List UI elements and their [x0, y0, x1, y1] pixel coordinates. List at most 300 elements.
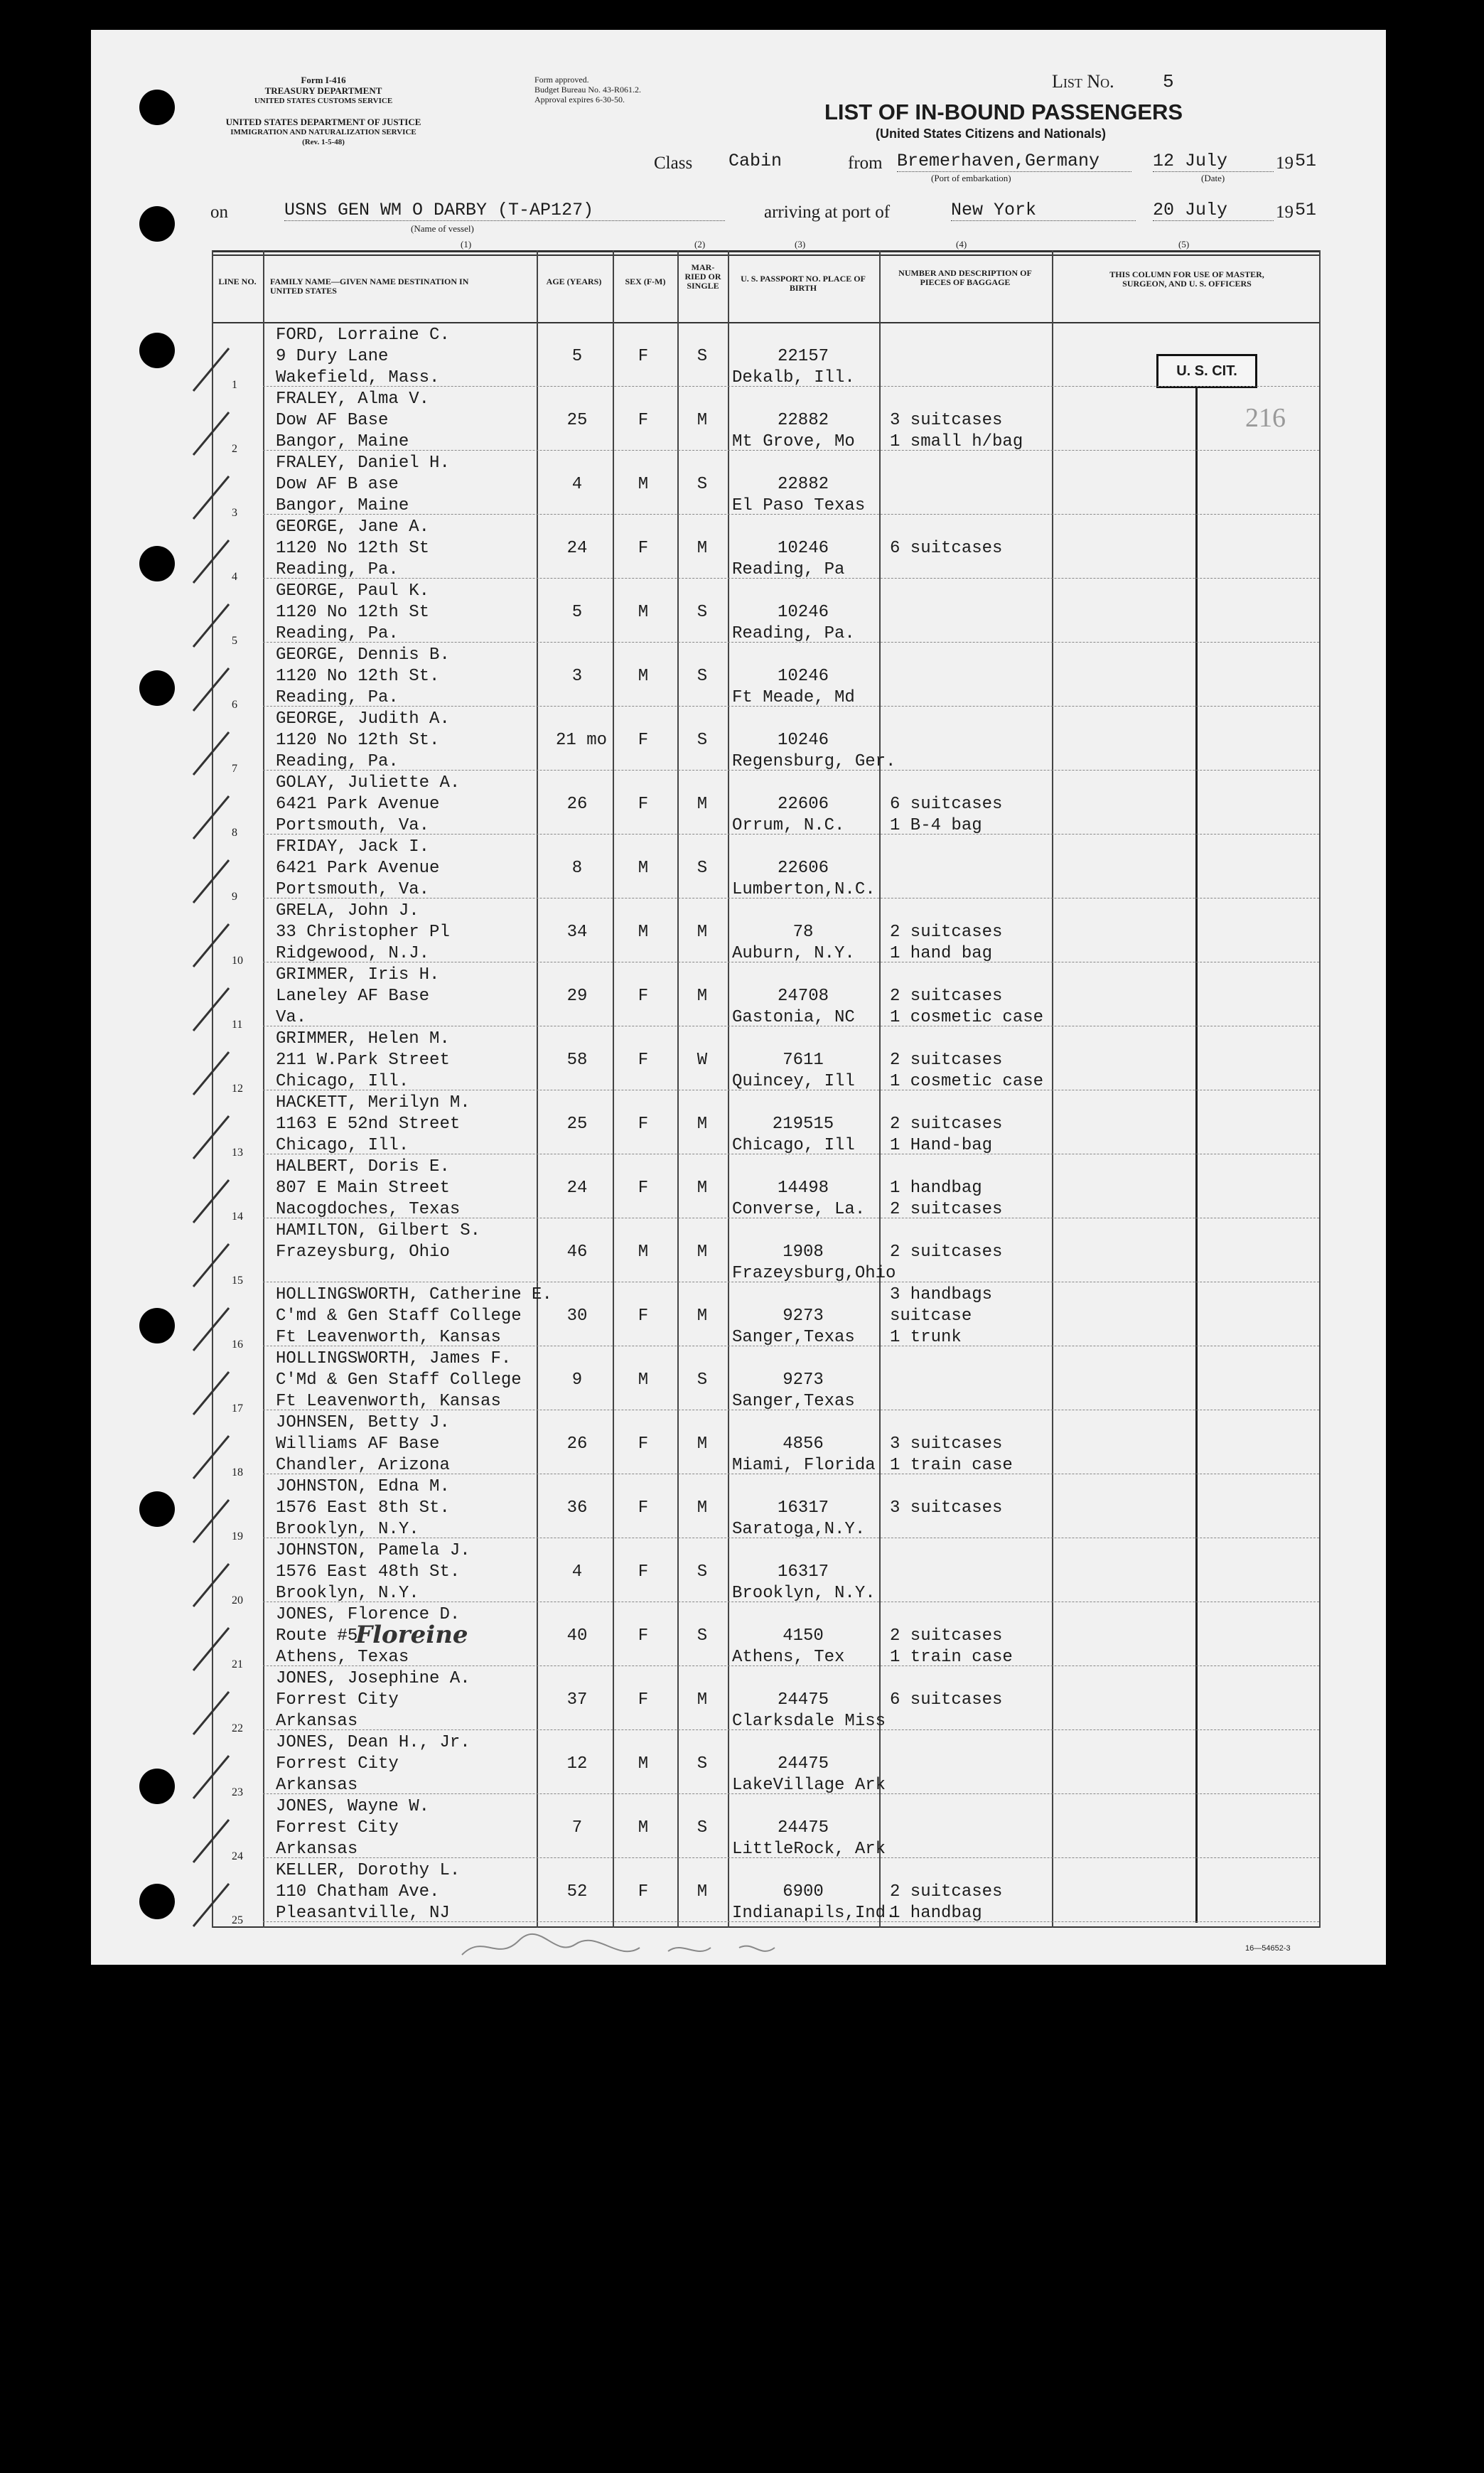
col-header-line: LINE NO.	[218, 277, 257, 286]
arrival-port: New York	[951, 200, 1136, 221]
line-number: 9	[232, 891, 237, 903]
destination-line-2: Portsmouth, Va.	[276, 816, 430, 835]
place-of-birth: Lumberton,N.C.	[732, 880, 876, 899]
passenger-age: 29	[566, 987, 588, 1006]
baggage-line-2: 1 handbag	[890, 1904, 982, 1923]
marital-status: S	[697, 1562, 708, 1582]
passenger-sex: M	[638, 603, 649, 622]
check-mark	[186, 537, 236, 586]
destination-line-1: Laneley AF Base	[276, 987, 430, 1006]
place-of-birth: LakeVillage Ark	[732, 1776, 886, 1795]
passenger-age: 8	[571, 859, 583, 878]
passenger-name: GEORGE, Jane A.	[276, 517, 430, 537]
marital-status: S	[697, 1626, 708, 1646]
destination-line-1: 1163 E 52nd Street	[276, 1115, 461, 1134]
baggage-line-2: 1 trunk	[890, 1328, 962, 1347]
passport-number: 22606	[777, 859, 829, 878]
check-mark	[186, 601, 236, 650]
row-separator	[263, 1282, 1319, 1283]
line-number: 22	[232, 1722, 243, 1734]
passenger-sex: M	[638, 1818, 649, 1838]
check-mark	[186, 1368, 236, 1418]
departure-year: 51	[1295, 151, 1317, 171]
form-approved: Form approved.	[534, 75, 589, 85]
passenger-name: HACKETT, Merilyn M.	[276, 1093, 471, 1112]
check-mark	[186, 1304, 236, 1354]
marital-status: M	[697, 1882, 708, 1901]
passenger-age: 24	[566, 1179, 588, 1198]
passenger-sex: M	[638, 667, 649, 686]
check-mark	[186, 921, 236, 970]
row-separator	[263, 1665, 1319, 1667]
passenger-sex: F	[638, 539, 649, 558]
year-prefix-2: 19	[1276, 203, 1294, 222]
baggage-line-1: 2 suitcases	[890, 1115, 1003, 1134]
destination-line-2: Brooklyn, N.Y.	[276, 1584, 419, 1603]
destination-line-2: Chandler, Arizona	[276, 1456, 450, 1475]
row-separator	[263, 1602, 1319, 1603]
place-of-birth: Sanger,Texas	[732, 1328, 855, 1347]
passenger-age: 25	[566, 1115, 588, 1134]
line-number: 24	[232, 1850, 243, 1862]
binder-hole	[139, 333, 175, 368]
destination-line-2: Ft Leavenworth, Kansas	[276, 1392, 501, 1411]
place-of-birth: Clarksdale Miss	[732, 1712, 886, 1731]
line-number: 20	[232, 1594, 243, 1606]
destination-line-2: Chicago, Ill.	[276, 1072, 409, 1091]
passenger-sex: F	[638, 795, 649, 814]
place-of-birth: Athens, Tex	[732, 1648, 845, 1667]
destination-line-1: 1576 East 48th St.	[276, 1562, 461, 1582]
passenger-name: KELLER, Dorothy L.	[276, 1861, 461, 1880]
passenger-age: 3	[571, 667, 583, 686]
vessel-caption: (Name of vessel)	[411, 223, 474, 234]
passenger-age: 40	[566, 1626, 588, 1646]
row-separator	[263, 1218, 1319, 1219]
passenger-sex: F	[638, 1626, 649, 1646]
baggage-line-1: 6 suitcases	[890, 539, 1003, 558]
passenger-sex: F	[638, 1498, 649, 1518]
list-no-value: 5	[1163, 71, 1174, 92]
passenger-name: GRIMMER, Iris H.	[276, 965, 440, 985]
passenger-age: 4	[571, 1562, 583, 1582]
baggage-line-1: 6 suitcases	[890, 1690, 1003, 1710]
passenger-name: JOHNSTON, Pamela J.	[276, 1541, 471, 1560]
baggage-line-1: 3 suitcases	[890, 1498, 1003, 1518]
row-separator	[263, 834, 1319, 835]
passenger-name: JONES, Dean H., Jr.	[276, 1733, 471, 1752]
passenger-name: FORD, Lorraine C.	[276, 326, 450, 345]
marital-status: M	[697, 1307, 708, 1326]
baggage-line-2: 1 B-4 bag	[890, 816, 982, 835]
passenger-sex: M	[638, 1754, 649, 1774]
baggage-line-1b: suitcase	[890, 1307, 972, 1326]
row-separator	[263, 514, 1319, 515]
destination-line-1: Forrest City	[276, 1754, 399, 1774]
destination-line-2: Arkansas	[276, 1840, 358, 1859]
destination-line-1: 211 W.Park Street	[276, 1051, 450, 1070]
passport-number: 1908	[783, 1243, 824, 1262]
marital-status: M	[697, 987, 708, 1006]
date-caption: (Date)	[1201, 173, 1225, 183]
check-mark	[186, 345, 236, 395]
binder-hole	[139, 1884, 175, 1919]
passenger-sex: F	[638, 987, 649, 1006]
footer-code: 16—54652-3	[1245, 1944, 1291, 1953]
passenger-name: HAMILTON, Gilbert S.	[276, 1221, 481, 1240]
passport-number: 9273	[783, 1370, 824, 1390]
line-number: 5	[232, 635, 237, 647]
passenger-sex: F	[638, 1307, 649, 1326]
marital-status: M	[697, 1434, 708, 1454]
line-number: 4	[232, 571, 237, 583]
destination-line-1: Route #5	[276, 1626, 358, 1646]
embarkation-port: Bremerhaven,Germany	[897, 151, 1131, 172]
destination-line-2: Wakefield, Mass.	[276, 368, 440, 387]
baggage-line-2: 1 hand bag	[890, 944, 993, 963]
baggage-line-2: 1 Hand-bag	[890, 1136, 993, 1155]
destination-line-1: C'md & Gen Staff College	[276, 1307, 522, 1326]
row-separator	[263, 450, 1319, 451]
baggage-line-2: 1 train case	[890, 1456, 1013, 1475]
marital-status: M	[697, 1690, 708, 1710]
line-number: 16	[232, 1339, 243, 1351]
passenger-age: 5	[571, 347, 583, 366]
place-of-birth: Quincey, Ill	[732, 1072, 855, 1091]
passenger-age: 26	[566, 1434, 588, 1454]
place-of-birth: Gastonia, NC	[732, 1008, 855, 1027]
col-header-passport: U. S. PASSPORT NO. PLACE OF BIRTH	[741, 274, 866, 293]
row-separator	[263, 706, 1319, 707]
binder-hole	[139, 670, 175, 706]
destination-line-1: C'Md & Gen Staff College	[276, 1370, 522, 1390]
check-mark	[186, 1560, 236, 1610]
row-separator	[263, 1793, 1319, 1795]
passport-number: 24475	[777, 1754, 829, 1774]
destination-line-1: Dow AF B ase	[276, 475, 399, 494]
check-mark	[186, 1496, 236, 1546]
class-value: Cabin	[728, 151, 783, 171]
baggage-line-2: 1 cosmetic case	[890, 1072, 1044, 1091]
destination-line-1: Frazeysburg, Ohio	[276, 1243, 450, 1262]
passport-number: 78	[792, 923, 814, 942]
check-mark	[186, 1816, 236, 1866]
check-mark	[186, 473, 236, 522]
destination-line-2: Bangor, Maine	[276, 496, 409, 515]
line-number: 7	[232, 763, 237, 775]
line-number: 14	[232, 1211, 243, 1223]
place-of-birth: Dekalb, Ill.	[732, 368, 855, 387]
passenger-sex: F	[638, 1434, 649, 1454]
place-of-birth: Sanger,Texas	[732, 1392, 855, 1411]
passport-number: 16317	[777, 1562, 829, 1582]
passenger-sex: M	[638, 923, 649, 942]
marital-status: S	[697, 603, 708, 622]
destination-line-1: Forrest City	[276, 1818, 399, 1838]
binder-hole	[139, 1769, 175, 1804]
row-separator	[263, 642, 1319, 643]
row-separator	[263, 1921, 1319, 1923]
baggage-line-1: 2 suitcases	[890, 1626, 1003, 1646]
line-number: 2	[232, 443, 237, 455]
marital-status: M	[697, 1498, 708, 1518]
destination-line-1: 6421 Park Avenue	[276, 795, 440, 814]
line-number: 18	[232, 1466, 243, 1479]
baggage-line-1: 2 suitcases	[890, 923, 1003, 942]
line-number: 10	[232, 955, 243, 967]
marital-status: S	[697, 475, 708, 494]
line-number: 21	[232, 1658, 243, 1670]
passenger-sex: F	[638, 731, 649, 750]
arriving-label: arriving at port of	[764, 203, 891, 222]
passport-number: 24475	[777, 1818, 829, 1838]
baggage-line-1: 6 suitcases	[890, 795, 1003, 814]
passenger-name: FRALEY, Daniel H.	[276, 454, 450, 473]
baggage-line-0: 3 handbags	[890, 1285, 993, 1304]
passport-number: 9273	[783, 1307, 824, 1326]
row-separator	[263, 1154, 1319, 1155]
destination-line-1: 1120 No 12th St	[276, 603, 430, 622]
arrival-date: 20 July	[1153, 200, 1274, 221]
officer-column-line	[1195, 387, 1198, 1923]
place-of-birth: Reading, Pa	[732, 560, 845, 579]
on-label: on	[210, 203, 228, 222]
passport-number: 4150	[783, 1626, 824, 1646]
passport-number: 10246	[777, 731, 829, 750]
passenger-name: HALBERT, Doris E.	[276, 1157, 450, 1176]
marital-status: S	[697, 667, 708, 686]
passenger-sex: M	[638, 859, 649, 878]
passenger-name: GEORGE, Dennis B.	[276, 645, 450, 665]
line-number: 11	[232, 1019, 243, 1031]
baggage-line-2: 1 train case	[890, 1648, 1013, 1667]
passenger-age: 12	[566, 1754, 588, 1774]
justice-dept: UNITED STATES DEPARTMENT OF JUSTICE	[225, 117, 421, 127]
budget-bureau: Budget Bureau No. 43-R061.2.	[534, 85, 641, 95]
binder-hole	[139, 90, 175, 125]
check-mark	[186, 1688, 236, 1738]
passenger-sex: F	[638, 1051, 649, 1070]
passport-number: 22606	[777, 795, 829, 814]
passenger-age: 5	[571, 603, 583, 622]
col-num-2: (2)	[694, 239, 706, 250]
passenger-name: GEORGE, Paul K.	[276, 581, 430, 601]
destination-line-2: Portsmouth, Va.	[276, 880, 430, 899]
passenger-name: GOLAY, Juliette A.	[276, 773, 461, 793]
col-header-age: AGE (YEARS)	[546, 277, 602, 286]
destination-line-2: Arkansas	[276, 1776, 358, 1795]
passenger-sex: M	[638, 1243, 649, 1262]
binder-hole	[139, 1491, 175, 1527]
passenger-name: JONES, Florence D.	[276, 1605, 461, 1624]
passenger-age: 24	[566, 539, 588, 558]
place-of-birth: Frazeysburg,Ohio	[732, 1264, 896, 1283]
row-separator	[263, 1474, 1319, 1475]
row-separator	[263, 1090, 1319, 1091]
passport-number: 7611	[783, 1051, 824, 1070]
destination-line-2: Reading, Pa.	[276, 688, 399, 707]
list-no-label: List No.	[1052, 71, 1114, 92]
destination-line-2: Reading, Pa.	[276, 752, 399, 771]
customs-service: UNITED STATES CUSTOMS SERVICE	[254, 97, 393, 105]
passenger-name: GRIMMER, Helen M.	[276, 1029, 450, 1048]
destination-line-1: 1120 No 12th St.	[276, 731, 440, 750]
passenger-name: JOHNSTON, Edna M.	[276, 1477, 450, 1496]
passenger-sex: F	[638, 1562, 649, 1582]
baggage-line-1: 3 suitcases	[890, 1434, 1003, 1454]
marital-status: S	[697, 731, 708, 750]
marital-status: S	[697, 859, 708, 878]
from-label: from	[848, 154, 883, 173]
destination-line-2: Pleasantville, NJ	[276, 1904, 450, 1923]
marital-status: M	[697, 1115, 708, 1134]
col-header-sex: SEX (F-M)	[625, 277, 666, 286]
check-mark	[186, 1432, 236, 1482]
baggage-line-1: 2 suitcases	[890, 1051, 1003, 1070]
passenger-age: 46	[566, 1243, 588, 1262]
handwritten-signature	[455, 1926, 782, 1969]
destination-line-1: 33 Christopher Pl	[276, 923, 450, 942]
check-mark	[186, 1752, 236, 1802]
destination-line-2: Chicago, Ill.	[276, 1136, 409, 1155]
check-mark	[186, 985, 236, 1034]
passenger-age: 4	[571, 475, 583, 494]
treasury-dept: TREASURY DEPARTMENT	[264, 85, 382, 96]
row-separator	[263, 770, 1319, 771]
passenger-sex: F	[638, 1115, 649, 1134]
destination-line-2: Ridgewood, N.J.	[276, 944, 430, 963]
marital-status: M	[697, 1243, 708, 1262]
destination-line-1: 9 Dury Lane	[276, 347, 389, 366]
passenger-age: 58	[566, 1051, 588, 1070]
passport-number: 24475	[777, 1690, 829, 1710]
line-number: 17	[232, 1402, 243, 1415]
passenger-sex: F	[638, 411, 649, 430]
line-number: 19	[232, 1530, 243, 1543]
marital-status: M	[697, 1179, 708, 1198]
baggage-line-1: 2 suitcases	[890, 1243, 1003, 1262]
passport-number: 10246	[777, 539, 829, 558]
baggage-line-1: 2 suitcases	[890, 1882, 1003, 1901]
place-of-birth: Indianapils,Ind.	[732, 1904, 896, 1923]
destination-line-2: Athens, Texas	[276, 1648, 409, 1667]
check-mark	[186, 1624, 236, 1674]
destination-line-2: Va.	[276, 1008, 307, 1027]
marital-status: M	[697, 411, 708, 430]
col-header-officers: THIS COLUMN FOR USE OF MASTER, SURGEON, AND U. S. OFFICERS	[1109, 269, 1264, 289]
baggage-line-2: 2 suitcases	[890, 1200, 1003, 1219]
line-number: 8	[232, 827, 237, 839]
place-of-birth: El Paso Texas	[732, 496, 866, 515]
destination-line-1: 807 E Main Street	[276, 1179, 450, 1198]
check-mark	[186, 729, 236, 778]
col-header-name: FAMILY NAME—GIVEN NAME DESTINATION IN UNITED STATES	[270, 277, 469, 296]
passenger-sex: F	[638, 347, 649, 366]
col-num-1: (1)	[461, 239, 472, 250]
place-of-birth: Saratoga,N.Y.	[732, 1520, 866, 1539]
check-mark	[186, 1240, 236, 1290]
passenger-age: 9	[571, 1370, 583, 1390]
binder-hole	[139, 1308, 175, 1343]
marital-status: S	[697, 347, 708, 366]
passenger-name: FRIDAY, Jack I.	[276, 837, 430, 857]
destination-line-2: Ft Leavenworth, Kansas	[276, 1328, 501, 1347]
col-header-baggage: NUMBER AND DESCRIPTION OF PIECES OF BAGGAGE	[898, 268, 1032, 287]
destination-line-2: Reading, Pa.	[276, 560, 399, 579]
passport-number: 24708	[777, 987, 829, 1006]
passenger-name: JOHNSEN, Betty J.	[276, 1413, 450, 1432]
line-number: 25	[232, 1914, 243, 1926]
passport-number: 22882	[777, 475, 829, 494]
passenger-name: GRELA, John J.	[276, 901, 419, 921]
passport-number: 10246	[777, 667, 829, 686]
place-of-birth: Regensburg, Ger.	[732, 752, 896, 771]
destination-line-1: 1120 No 12th St.	[276, 667, 440, 686]
line-number: 15	[232, 1275, 243, 1287]
departure-date: 12 July	[1153, 151, 1274, 172]
line-number: 13	[232, 1147, 243, 1159]
passport-number: 4856	[783, 1434, 824, 1454]
baggage-line-2: 1 small h/bag	[890, 432, 1023, 451]
binder-hole	[139, 206, 175, 242]
line-number: 1	[232, 379, 237, 391]
passenger-sex: F	[638, 1690, 649, 1710]
passenger-age: 26	[566, 795, 588, 814]
vessel-name: USNS GEN WM O DARBY (T-AP127)	[284, 200, 725, 221]
check-mark	[186, 1880, 236, 1930]
place-of-birth: Brooklyn, N.Y.	[732, 1584, 876, 1603]
revision: (Rev. 1-5-48)	[302, 138, 345, 146]
baggage-line-1: 3 suitcases	[890, 411, 1003, 430]
row-separator	[263, 898, 1319, 899]
destination-line-1: 1576 East 8th St.	[276, 1498, 450, 1518]
row-separator	[263, 578, 1319, 579]
form-title: LIST OF IN-BOUND PASSENGERS	[824, 100, 1183, 124]
place-of-birth: Ft Meade, Md	[732, 688, 855, 707]
line-number: 6	[232, 699, 237, 711]
us-citizen-stamp: U. S. CIT.	[1156, 354, 1257, 388]
passenger-age: 25	[566, 411, 588, 430]
row-separator	[263, 1538, 1319, 1539]
place-of-birth: Orrum, N.C.	[732, 816, 845, 835]
check-mark	[186, 1176, 236, 1226]
passenger-sex: M	[638, 475, 649, 494]
approval-expires: Approval expires 6-30-50.	[534, 95, 625, 104]
marital-status: M	[697, 539, 708, 558]
destination-line-2: Arkansas	[276, 1712, 358, 1731]
passenger-age: 7	[571, 1818, 583, 1838]
passport-number: 14498	[777, 1179, 829, 1198]
row-separator	[263, 1410, 1319, 1411]
col-num-4: (4)	[956, 239, 967, 250]
passenger-age: 30	[566, 1307, 588, 1326]
passenger-age: 36	[566, 1498, 588, 1518]
row-separator	[263, 1857, 1319, 1859]
row-separator	[263, 1729, 1319, 1731]
passenger-name: HOLLINGSWORTH, James F.	[276, 1349, 512, 1368]
row-separator	[263, 962, 1319, 963]
passport-number: 22157	[777, 347, 829, 366]
marital-status: S	[697, 1370, 708, 1390]
line-number: 12	[232, 1083, 243, 1095]
line-number: 3	[232, 507, 237, 519]
year-prefix: 19	[1276, 154, 1294, 173]
passenger-name: FRALEY, Alma V.	[276, 390, 430, 409]
col-num-3: (3)	[795, 239, 806, 250]
baggage-line-2: 1 cosmetic case	[890, 1008, 1044, 1027]
passenger-age: 37	[566, 1690, 588, 1710]
destination-line-1: Dow AF Base	[276, 411, 389, 430]
